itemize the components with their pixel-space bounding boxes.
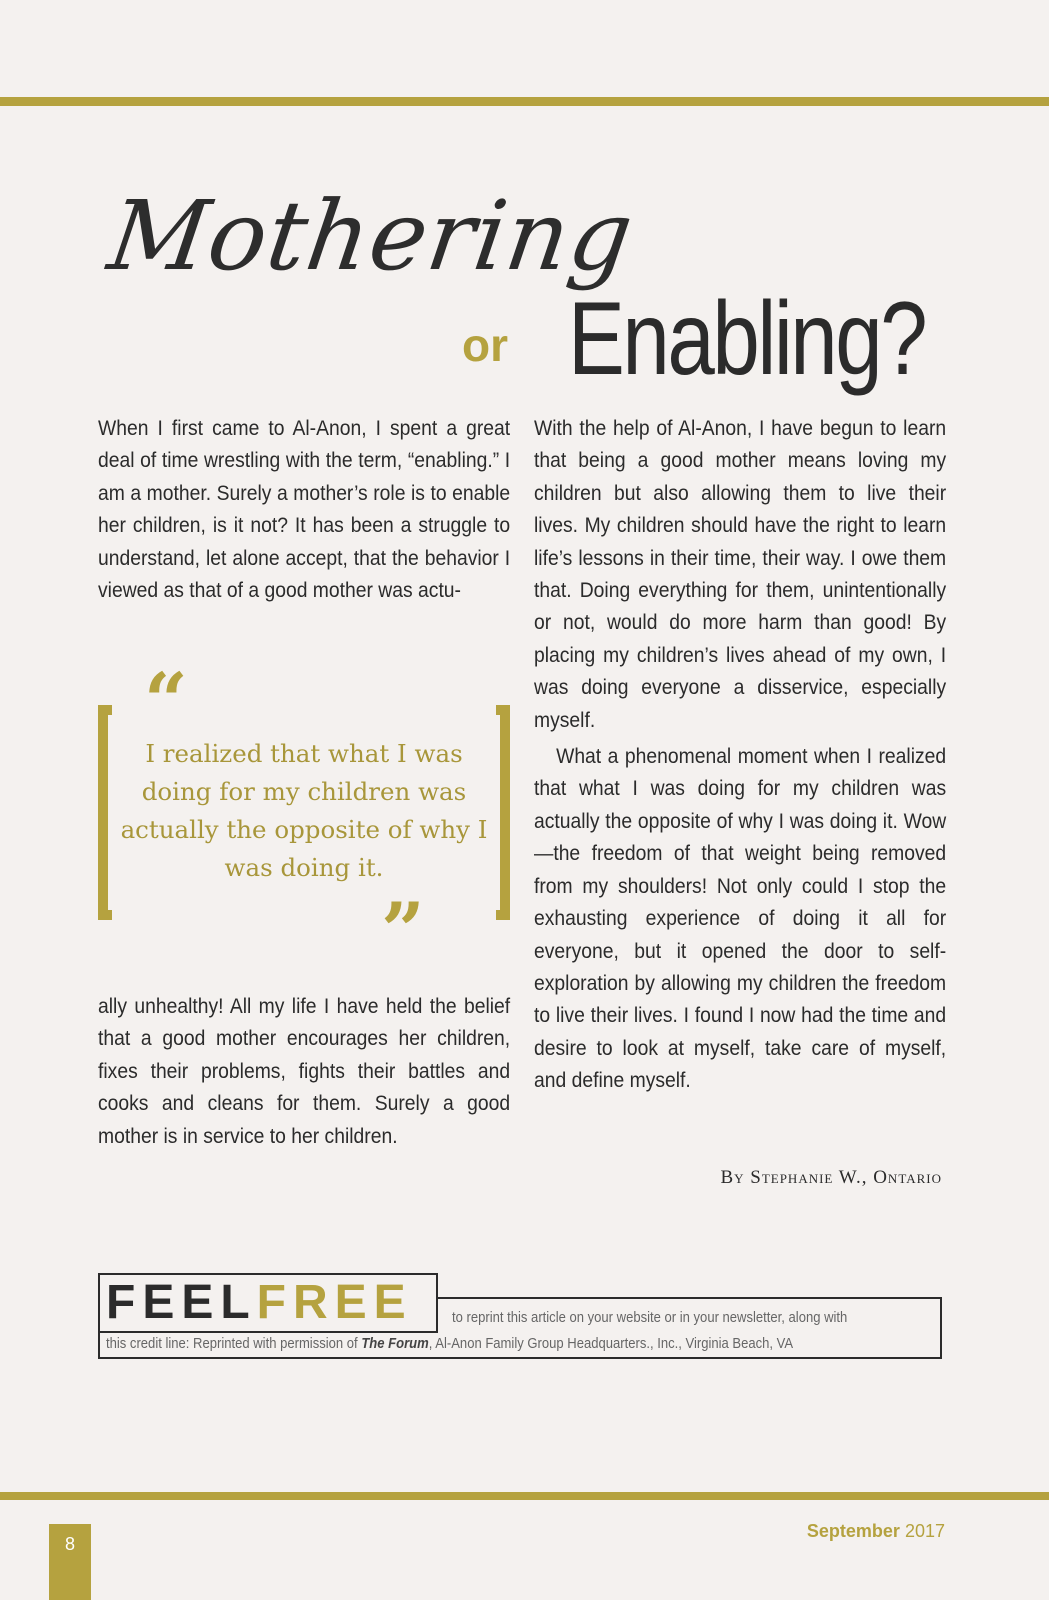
feel-free-reprint-box	[98, 1273, 942, 1359]
paragraph: ally unhealthy! All my life I have held the belief that a good mother encourages her children, fixes their problems, fights their battles and cooks and cleans for them. Surely a good mother is in service to her children.	[98, 995, 511, 1148]
right-bracket	[496, 705, 510, 920]
credit-prefix: this credit line: Reprinted with permission of	[106, 1336, 358, 1352]
feel-free-logo	[98, 1273, 438, 1333]
paragraph: With the help of Al-Anon, I have begun to learn that being a good mother means loving my children but also allowing them to live their lives. My children should have the right to learn life’s lessons in their time, their way. I owe them that. Doing everything for them, unintentionally or not, would do more harm than good! By placing my children’s lives ahead of my own, I was doing everyone a disservice, especially myself.	[534, 417, 947, 732]
reprint-line-1: to reprint this article on your website or in your newsletter, along with	[452, 1310, 848, 1326]
article-column-right	[534, 413, 946, 1102]
publication-name: The Forum	[361, 1336, 429, 1352]
issue-year: 2017	[904, 1521, 945, 1541]
pull-quote	[98, 656, 510, 975]
free-word: FREE	[256, 1276, 413, 1329]
title-enabling: Enabling?	[568, 281, 926, 397]
title-or: or	[462, 319, 508, 371]
feel-word: FEEL	[106, 1276, 257, 1329]
open-quote-mark: “	[144, 656, 188, 745]
issue-date	[807, 1521, 945, 1542]
left-bracket	[98, 705, 112, 920]
reprint-line-2	[106, 1336, 793, 1352]
pull-quote-text: I realized that what I was doing for my children was actually the opposite of why I was doing it.	[120, 739, 488, 882]
title-script-mothering: Mothering	[102, 180, 641, 292]
issue-month: September	[806, 1521, 900, 1541]
article-column-left-top	[98, 413, 510, 611]
bottom-rule	[0, 1492, 1049, 1500]
page-number: 8	[49, 1524, 91, 1600]
close-quote-mark: ”	[381, 886, 425, 975]
byline: By Stephanie W., Ontario	[720, 1167, 942, 1188]
top-rule	[0, 97, 1049, 106]
paragraph: When I first came to Al-Anon, I spent a great deal of time wrestling with the term, “enabling.” I am a mother. Surely a mother’s role is to enable her children, is it not? It has been a struggle to understand, let alone accept, that the behavior I viewed as that of a good mother was actu-	[98, 417, 511, 603]
credit-suffix: , Al-Anon Family Group Headquarters., Inc., Virginia Beach, VA	[428, 1336, 794, 1352]
article-column-left-bottom	[98, 991, 510, 1157]
paragraph: What a phenomenal moment when I realized that what I was doing for my children was actually the opposite of why I was doing it. Wow—the freedom of that weight being removed from my shoulders! Not only could I stop the exhausting experience of doing it all for everyone, but it opened the door to self-exploration by allowing my children the freedom to live their lives. I found I now had the time and desire to look at myself, take care of myself, and define myself.	[534, 745, 947, 1093]
